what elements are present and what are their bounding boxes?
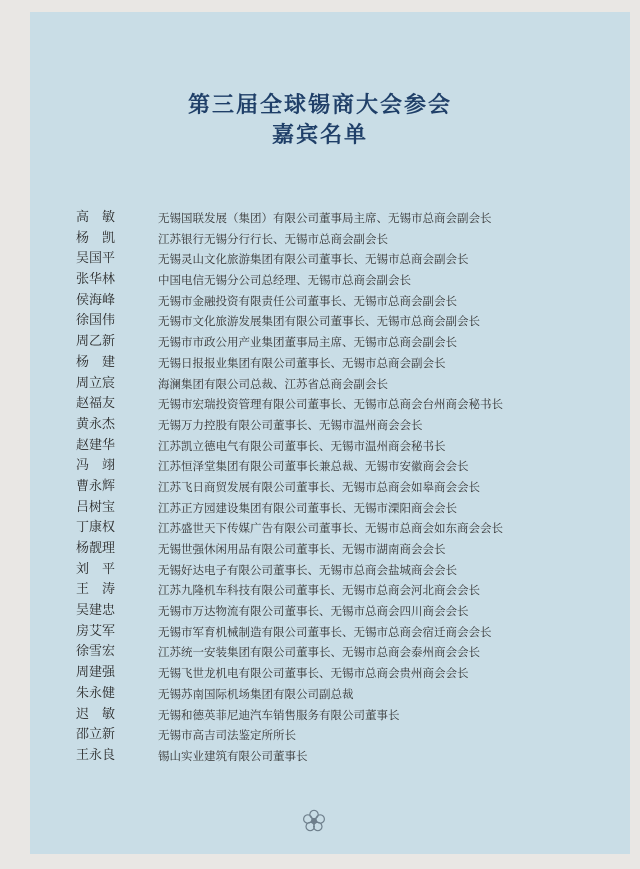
guest-name: 冯 翊 xyxy=(76,458,116,474)
guest-name: 徐雪宏 xyxy=(76,644,116,660)
guest-position: 海澜集团有限公司总裁、江苏省总商会副会长 xyxy=(158,376,388,391)
guest-position: 无锡市万达物流有限公司董事长、无锡市总商会四川商会会长 xyxy=(158,604,469,619)
guest-row xyxy=(0,560,640,581)
guest-name: 赵福友 xyxy=(76,396,116,412)
guest-position: 无锡飞世龙机电有限公司董事长、无锡市总商会贵州商会会长 xyxy=(158,666,469,681)
guest-row xyxy=(0,518,640,539)
guest-name: 迟 敏 xyxy=(76,706,116,722)
page-subtitle: 嘉宾名单 xyxy=(271,123,368,148)
guest-position: 无锡市市政公用产业集团董事局主席、无锡市总商会副会长 xyxy=(158,335,457,350)
guest-name: 周建强 xyxy=(76,665,116,681)
guest-position: 无锡好达电子有限公司董事长、无锡市总商会盐城商会会长 xyxy=(158,562,457,577)
guest-row xyxy=(0,249,640,270)
guest-row xyxy=(0,705,640,726)
guest-row xyxy=(0,229,640,250)
guest-position: 无锡市宏瑞投资管理有限公司董事长、无锡市总商会台州商会秘书长 xyxy=(158,397,503,412)
guest-name: 侯海峰 xyxy=(76,292,116,308)
guest-name: 王永良 xyxy=(76,747,116,763)
guest-name: 刘 平 xyxy=(76,561,116,577)
guest-position: 无锡灵山文化旅游集团有限公司董事长、无锡市总商会副会长 xyxy=(158,252,469,267)
guest-row xyxy=(0,725,640,746)
guest-row xyxy=(0,684,640,705)
guest-name: 吕树宝 xyxy=(76,499,116,515)
guest-row xyxy=(0,332,640,353)
guest-name: 房艾军 xyxy=(76,623,116,639)
guest-name: 周乙新 xyxy=(76,334,116,350)
flower-emblem-icon xyxy=(301,808,327,834)
guest-row xyxy=(0,477,640,498)
guest-position: 无锡市金融投资有限责任公司董事长、无锡市总商会副会长 xyxy=(158,293,457,308)
guest-row xyxy=(0,601,640,622)
guest-position: 无锡苏南国际机场集团有限公司副总裁 xyxy=(158,686,354,701)
guest-position: 江苏统一安装集团有限公司董事长、无锡市总商会泰州商会会长 xyxy=(158,645,480,660)
guest-name: 曹永辉 xyxy=(76,478,116,494)
guest-position: 无锡市军育机械制造有限公司董事长、无锡市总商会宿迁商会会长 xyxy=(158,624,492,639)
guest-row xyxy=(0,374,640,395)
guest-row xyxy=(0,498,640,519)
guest-name: 高 敏 xyxy=(76,210,116,225)
guest-row xyxy=(0,291,640,312)
guest-row xyxy=(0,539,640,560)
guest-row xyxy=(0,642,640,663)
guest-position: 江苏银行无锡分行行长、无锡市总商会副会长 xyxy=(158,231,388,246)
guest-name: 吴建忠 xyxy=(76,603,116,619)
guest-position: 锡山实业建筑有限公司董事长 xyxy=(158,748,308,763)
guest-name: 王 涛 xyxy=(76,582,116,598)
guest-position: 中国电信无锡分公司总经理、无锡市总商会副会长 xyxy=(158,273,411,288)
guest-position: 无锡世强休闲用品有限公司董事长、无锡市湖南商会会长 xyxy=(158,542,446,556)
guest-list xyxy=(0,208,640,767)
guest-row xyxy=(0,580,640,601)
guest-position: 无锡和德英菲尼迪汽车销售服务有限公司董事长 xyxy=(158,707,400,722)
guest-name: 邵立新 xyxy=(76,727,116,743)
guest-position: 江苏九隆机车科技有限公司董事长、无锡市总商会河北商会会长 xyxy=(158,583,480,598)
guest-position: 无锡市高吉司法鉴定所所长 xyxy=(158,728,296,743)
guest-row xyxy=(0,270,640,291)
guest-name: 朱永健 xyxy=(76,685,116,701)
guest-name: 黄永杰 xyxy=(76,416,116,432)
guest-row xyxy=(0,415,640,436)
guest-position: 江苏飞日商贸发展有限公司董事长、无锡市总商会如皋商会会长 xyxy=(158,479,480,494)
guest-position: 江苏恒泽堂集团有限公司董事长兼总裁、无锡市安徽商会会长 xyxy=(158,459,469,474)
guest-name: 杨 建 xyxy=(76,354,116,370)
guest-name: 徐国伟 xyxy=(76,313,116,329)
page-title: 第三届全球锡商大会参会 xyxy=(187,93,452,118)
guest-position: 江苏盛世天下传媒广告有限公司董事长、无锡市总商会如东商会会长 xyxy=(158,521,503,536)
guest-row xyxy=(0,394,640,415)
guest-name: 丁康权 xyxy=(76,520,116,536)
guest-row xyxy=(0,622,640,643)
guest-name: 杨 凯 xyxy=(76,230,116,246)
guest-name: 周立宸 xyxy=(76,375,116,391)
guest-row xyxy=(0,746,640,767)
guest-position: 无锡市文化旅游发展集团有限公司董事长、无锡市总商会副会长 xyxy=(158,314,480,329)
guest-row xyxy=(0,208,640,229)
guest-row xyxy=(0,353,640,374)
guest-position: 江苏凯立德电气有限公司董事长、无锡市温州商会秘书长 xyxy=(158,438,446,453)
guest-position: 无锡国联发展（集团）有限公司董事局主席、无锡市总商会副会长 xyxy=(158,211,492,225)
guest-row xyxy=(0,436,640,457)
guest-name: 杨靓理 xyxy=(76,541,116,556)
guest-position: 江苏正方园建设集团有限公司董事长、无锡市溧阳商会会长 xyxy=(158,500,457,515)
guest-position: 无锡日报报业集团有限公司董事长、无锡市总商会副会长 xyxy=(158,355,446,370)
guest-name: 张华林 xyxy=(76,272,116,288)
guest-row xyxy=(0,456,640,477)
guest-row xyxy=(0,663,640,684)
guest-row xyxy=(0,311,640,332)
guest-position: 无锡万力控股有限公司董事长、无锡市温州商会会长 xyxy=(158,417,423,432)
guest-name: 吴国平 xyxy=(76,251,116,267)
guest-name: 赵建华 xyxy=(76,437,116,453)
